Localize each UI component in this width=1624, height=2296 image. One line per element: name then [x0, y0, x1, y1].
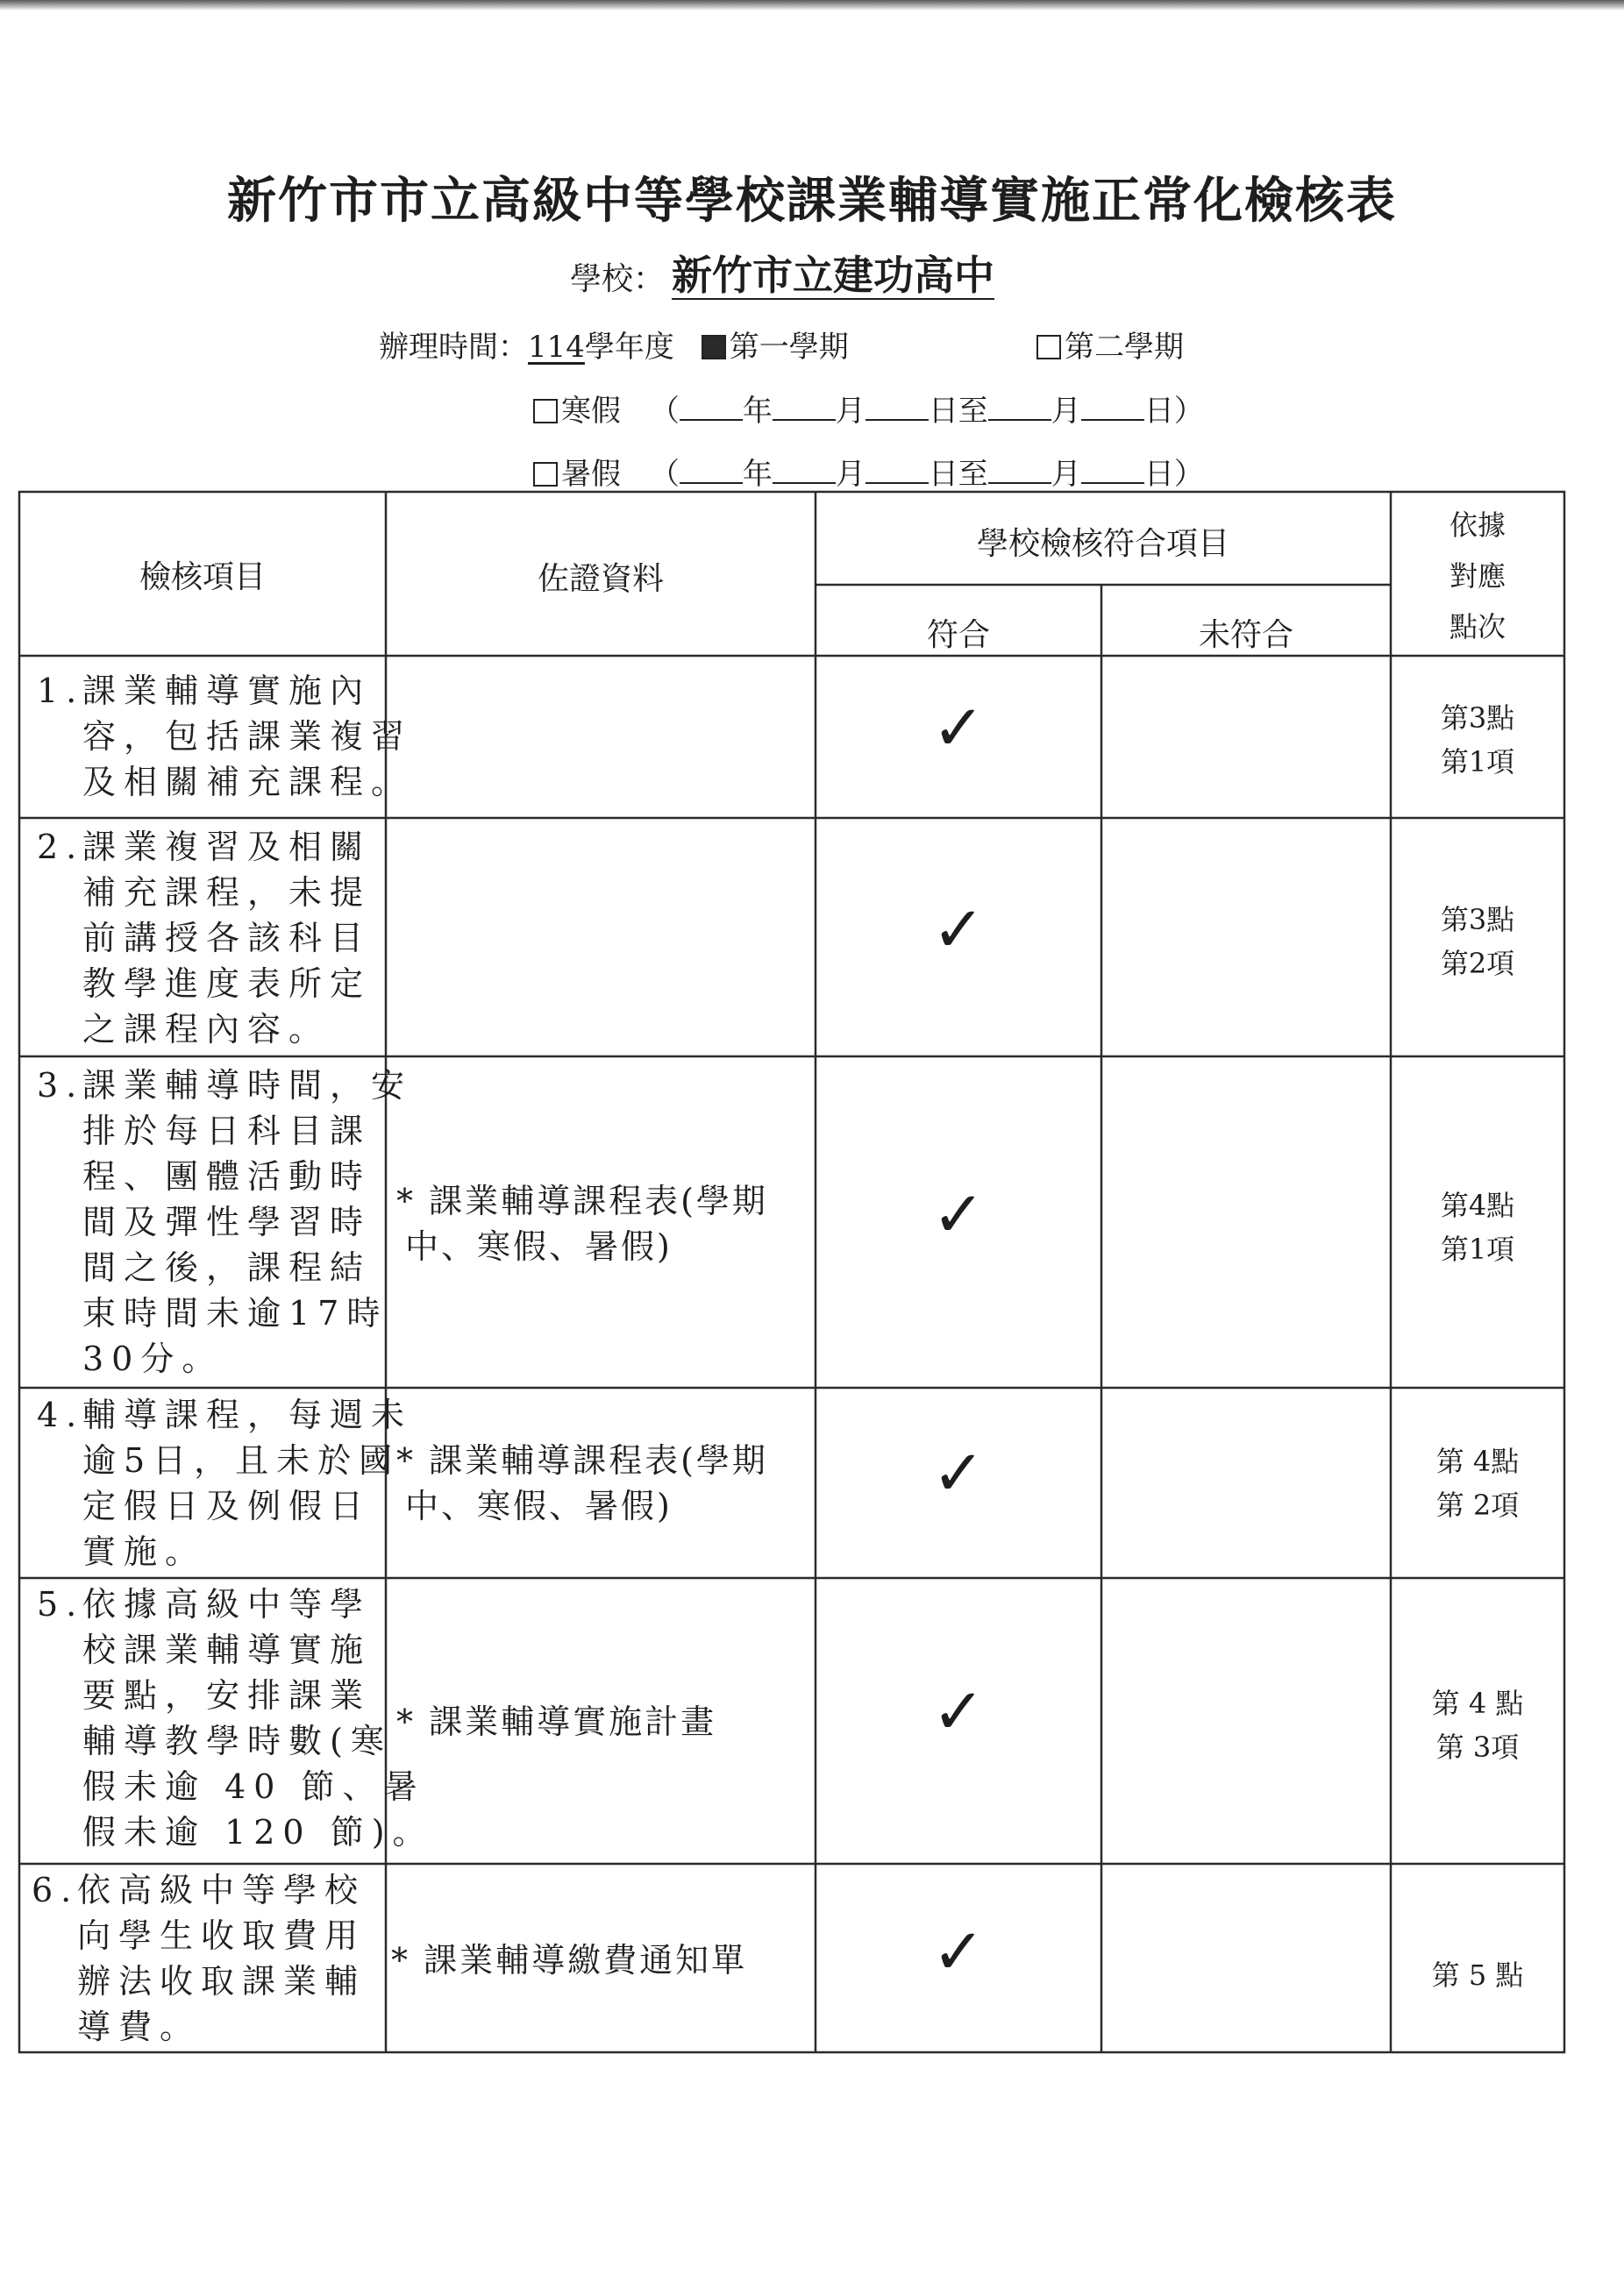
item-line: 容，包括課業複習	[82, 717, 413, 756]
header-basis-line: 對應	[1449, 559, 1506, 593]
row-2-pass-check-icon: ✓	[931, 892, 986, 966]
ref-line: 第3點	[1440, 903, 1515, 936]
item-line: 定假日及例假日	[82, 1487, 372, 1525]
header-evidence: 佐證資料	[537, 561, 664, 597]
winter-day2-unit: 日	[1143, 394, 1174, 429]
row-6-ref	[1391, 1953, 1564, 1997]
row-4-number: 4.	[37, 1396, 85, 1434]
ref-line: 第 2項	[1435, 1489, 1520, 1522]
row-4-evidence	[396, 1438, 768, 1529]
header-basis	[1391, 500, 1564, 652]
row-2-ref	[1391, 898, 1564, 985]
winter-year-unit: 年	[742, 394, 773, 429]
row-3-ref	[1391, 1184, 1564, 1271]
item-line: 束時間未逾17時	[82, 1294, 388, 1333]
item-line: 假未逾 40 節、暑	[82, 1767, 425, 1806]
item-line: 逾5日，且未於國	[82, 1441, 401, 1480]
school-name: 新竹市立建功高中	[672, 252, 995, 299]
row-3-number: 3.	[37, 1066, 85, 1105]
summer-day-to-unit: 日至	[928, 457, 988, 492]
item-line: 課業輔導實施內	[82, 672, 372, 710]
school-year-suffix: 學年度	[584, 330, 674, 365]
row-2-number: 2.	[37, 828, 85, 866]
item-line: 課業輔導時間，安	[82, 1066, 413, 1105]
header-check-group: 學校檢核符合項目	[976, 526, 1229, 562]
item-line: 要點，安排課業	[82, 1676, 372, 1715]
ref-line: 第 5 點	[1431, 1958, 1524, 1992]
summer-label: 暑假	[561, 457, 621, 492]
item-line: 30分。	[82, 1340, 224, 1378]
evidence-line: 中、寒假、暑假)	[405, 1227, 673, 1266]
item-line: 排於每日科目課	[82, 1112, 372, 1150]
header-item: 檢核項目	[139, 559, 266, 595]
row-3-item	[37, 1063, 412, 1382]
item-line: 校課業輔導實施	[82, 1631, 372, 1669]
row-5-item	[37, 1582, 434, 1855]
item-line: 之課程內容。	[82, 1010, 331, 1048]
item-line: 辦法收取課業輔	[77, 1962, 367, 2001]
row-1-ref	[1391, 696, 1564, 784]
winter-label: 寒假	[561, 394, 621, 429]
item-line: 間之後，課程結	[82, 1248, 372, 1287]
header-basis-line: 依據	[1449, 508, 1506, 542]
ref-line: 第 4 點	[1431, 1687, 1524, 1720]
ref-line: 第1項	[1440, 745, 1515, 778]
semester-1-label: 第一學期	[729, 330, 849, 365]
item-line: 依據高級中等學	[82, 1585, 372, 1624]
item-line: 課業複習及相關	[82, 828, 372, 866]
item-line: 補充課程，未提	[82, 873, 372, 912]
evidence-line: * 課業輔導課程表(學期	[396, 1182, 768, 1220]
item-line: 假未逾 120 節)。	[82, 1813, 434, 1852]
summer-month-unit: 月	[835, 457, 865, 492]
header-fail: 未符合	[1198, 617, 1293, 653]
school-year: 114	[528, 330, 585, 365]
ref-line: 第3點	[1440, 701, 1515, 735]
ref-line: 第4點	[1440, 1189, 1515, 1222]
school-label: 學校：	[570, 261, 666, 297]
winter-day-to-unit: 日至	[928, 394, 988, 429]
winter-open-paren: （	[649, 394, 680, 429]
ref-line: 第2項	[1440, 947, 1515, 980]
document-title: 新竹市市立高級中等學校課業輔導實施正常化檢核表	[227, 172, 1397, 230]
summer-open-paren: （	[649, 457, 680, 492]
row-3-pass-check-icon: ✓	[931, 1177, 986, 1251]
item-line: 導費。	[77, 2008, 202, 2046]
summer-close-paren: ）	[1173, 457, 1204, 492]
header-pass: 符合	[926, 617, 990, 653]
ref-line: 第 4點	[1435, 1445, 1520, 1478]
evidence-line: 中、寒假、暑假)	[405, 1487, 673, 1525]
summer-year-unit: 年	[742, 457, 773, 492]
row-6-evidence	[391, 1937, 747, 1983]
item-line: 間及彈性學習時	[82, 1203, 372, 1241]
ref-line: 第 3項	[1435, 1731, 1520, 1764]
item-line: 程、團體活動時	[82, 1157, 372, 1196]
row-5-pass-check-icon: ✓	[931, 1674, 986, 1748]
period-label: 辦理時間：	[379, 330, 528, 365]
item-line: 實施。	[82, 1532, 207, 1571]
evidence-line: * 課業輔導繳費通知單	[391, 1941, 748, 1980]
header-basis-line: 點次	[1449, 610, 1506, 643]
row-6-number: 6.	[32, 1871, 80, 1909]
summer-month2-unit: 月	[1051, 457, 1081, 492]
row-4-item	[37, 1392, 412, 1575]
item-line: 向學生收取費用	[77, 1916, 367, 1955]
row-1-number: 1.	[37, 672, 85, 710]
winter-month-unit: 月	[835, 394, 865, 429]
item-line: 及相關補充課程。	[82, 763, 413, 801]
row-5-number: 5.	[37, 1585, 85, 1624]
row-6-pass-check-icon: ✓	[931, 1915, 986, 1988]
evidence-line: * 課業輔導實施計畫	[396, 1702, 717, 1741]
row-4-pass-check-icon: ✓	[931, 1436, 986, 1510]
row-2-item	[37, 824, 371, 1052]
row-5-ref	[1391, 1681, 1564, 1769]
winter-close-paren: ）	[1173, 394, 1204, 429]
semester-2-label: 第二學期	[1065, 330, 1184, 365]
item-line: 依高級中等學校	[77, 1871, 367, 1909]
row-1-item	[37, 668, 412, 805]
item-line: 輔導教學時數(寒	[82, 1722, 392, 1760]
row-6-item	[32, 1867, 366, 2050]
evidence-line: * 課業輔導課程表(學期	[396, 1441, 768, 1480]
row-1-pass-check-icon: ✓	[931, 691, 986, 764]
row-5-evidence	[396, 1699, 716, 1745]
item-line: 輔導課程，每週未	[82, 1396, 413, 1434]
ref-line: 第1項	[1440, 1233, 1515, 1266]
item-line: 前講授各該科目	[82, 919, 372, 957]
item-line: 教學進度表所定	[82, 964, 372, 1003]
winter-month2-unit: 月	[1051, 394, 1081, 429]
row-3-evidence	[396, 1178, 768, 1269]
row-4-ref	[1391, 1439, 1564, 1527]
summer-day2-unit: 日	[1143, 457, 1174, 492]
